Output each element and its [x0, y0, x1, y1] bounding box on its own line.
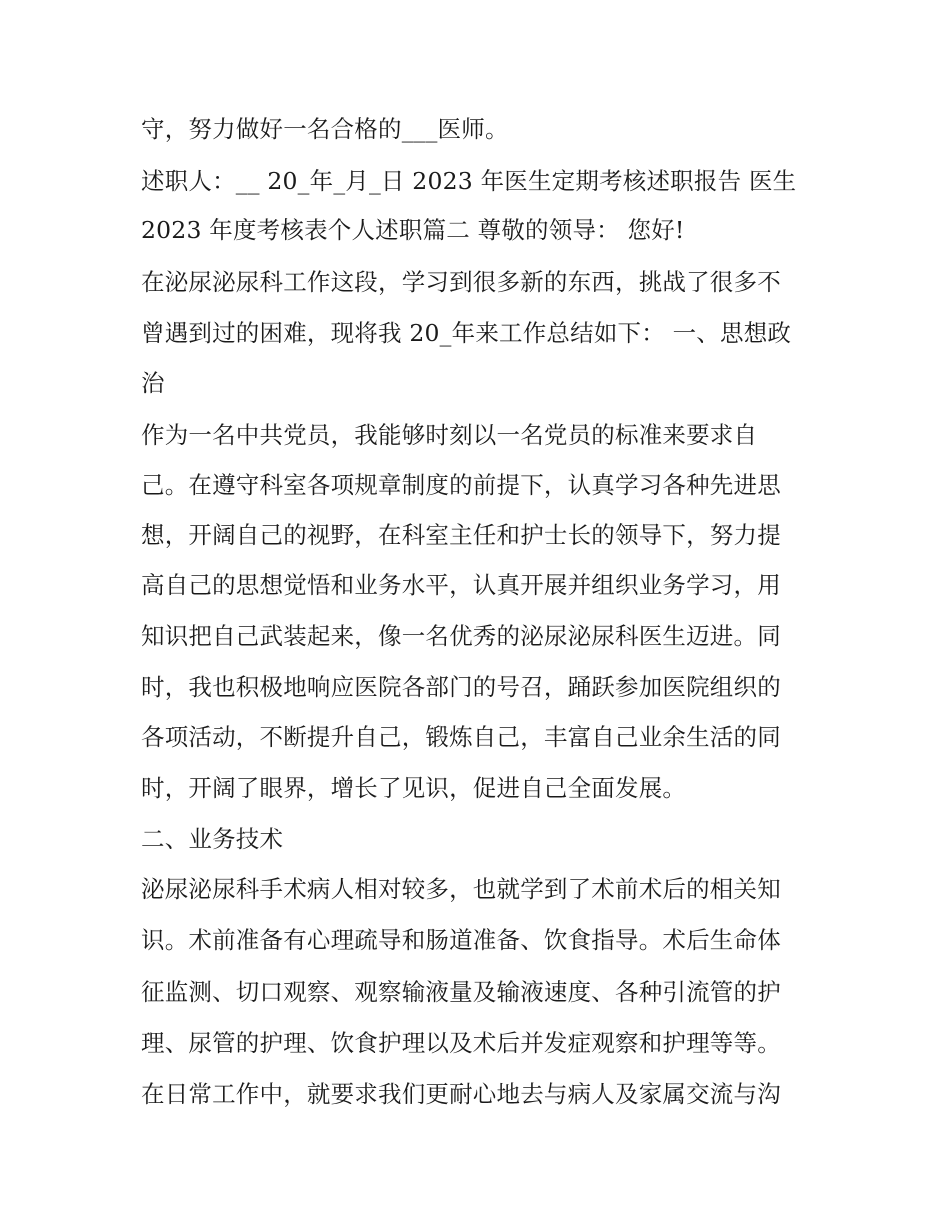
- text-line: 时，我也积极地响应医院各部门的号召，踊跃参加医院组织的: [141, 673, 781, 701]
- text-line: 述职人：__ 20_年_月_日 2023 年医生定期考核述职报告 医生: [141, 167, 797, 195]
- text-line: 理、尿管的护理、饮食护理以及术后并发症观察和护理等等。: [141, 1029, 781, 1057]
- text-line: 高自己的思想觉悟和业务水平，认真开展并组织业务学习，用: [141, 571, 781, 599]
- text-line: 守，努力做好一名合格的___医师。: [141, 115, 509, 143]
- text-line: 作为一名中共党员，我能够时刻以一名党员的标准来要求自: [141, 421, 758, 449]
- text-line: 征监测、切口观察、观察输液量及输液速度、各种引流管的护: [141, 978, 781, 1006]
- text-line: 治: [141, 369, 165, 397]
- text-line: 各项活动，不断提升自己，锻炼自己，丰富自己业余生活的同: [141, 723, 781, 751]
- text-line: 想，开阔自己的视野，在科室主任和护士长的领导下，努力提: [141, 521, 781, 549]
- text-line: 时，开阔了眼界，增长了见识，促进自己全面发展。: [141, 774, 687, 802]
- text-line: 知识把自己武装起来，像一名优秀的泌尿泌尿科医生迈进。同: [141, 622, 781, 650]
- text-line: 在泌尿泌尿科工作这段，学习到很多新的东西，挑战了很多不: [141, 268, 781, 296]
- text-line: 识。术前准备有心理疏导和肠道准备、饮食指导。术后生命体: [141, 926, 781, 954]
- text-line: 2023 年度考核表个人述职篇二 尊敬的领导： 您好!: [141, 216, 685, 244]
- section-heading: 二、业务技术: [141, 825, 284, 853]
- text-line: 己。在遵守科室各项规章制度的前提下，认真学习各种先进思: [141, 471, 781, 499]
- text-line: 泌尿泌尿科手术病人相对较多，也就学到了术前术后的相关知: [141, 875, 781, 903]
- text-line: 在日常工作中，就要求我们更耐心地去与病人及家属交流与沟: [141, 1080, 781, 1108]
- text-line: 曾遇到过的困难，现将我 20_年来工作总结如下： 一、思想政: [141, 319, 792, 347]
